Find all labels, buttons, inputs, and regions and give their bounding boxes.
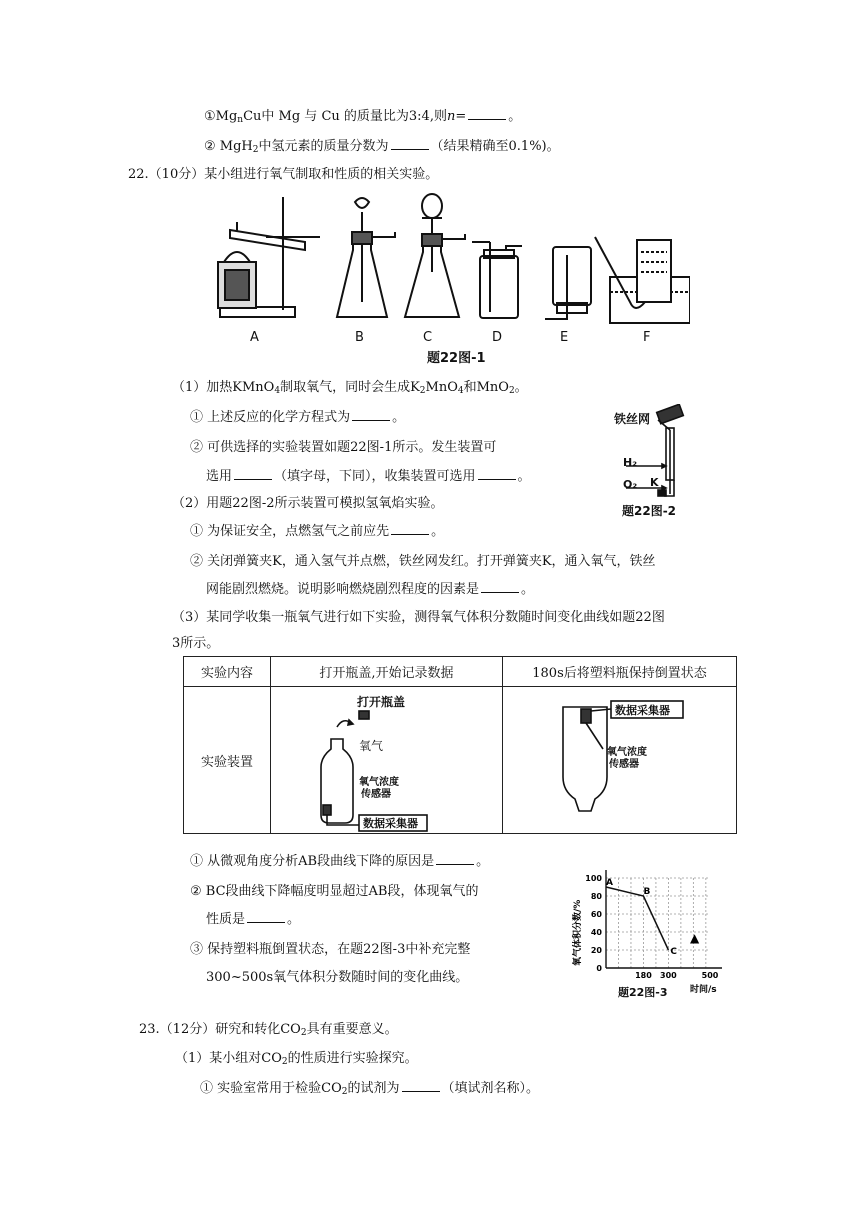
answer-blank[interactable]: [478, 467, 516, 480]
answer-blank[interactable]: [391, 137, 429, 150]
q22-3-item-2: ② BC段曲线下降幅度明显超过AB段，体现氧气的: [190, 884, 479, 899]
q22-2-item-2b: [206, 580, 534, 600]
text: 和MnO: [463, 380, 509, 395]
text: 中氢元素的质量分数为: [258, 139, 389, 154]
sensor-label-2: 传感器: [361, 789, 391, 800]
text: 制取氧气，同时会生成K: [280, 380, 420, 395]
q22-part-3b: 3所示。: [172, 636, 220, 651]
text: 选用: [206, 469, 233, 484]
figure-1-caption: 题22图-1: [427, 351, 486, 366]
text: MnO: [425, 380, 458, 395]
sub: 2: [419, 386, 426, 396]
q21-item-1: [204, 107, 521, 130]
text: （填字母，下同），收集装置可选用: [274, 469, 476, 484]
text: 性质是: [206, 912, 246, 927]
o2-label: O₂: [623, 478, 638, 491]
table-row-label: 实验装置: [184, 687, 271, 834]
y-tick-label: 40: [590, 928, 602, 937]
chart-axes: [606, 870, 722, 968]
table-header-inverted: 180s后将塑料瓶保持倒置状态: [503, 657, 737, 687]
label-a: A: [250, 330, 259, 345]
oxygen-chart: [570, 866, 730, 996]
apparatus-b: [337, 198, 395, 317]
open-cap-label: 打开瓶盖: [357, 695, 406, 709]
q23-1-item-1: [200, 1079, 539, 1102]
apparatus-a: [218, 197, 320, 317]
figure-3-caption: 题22图-3: [618, 986, 668, 999]
x-tick-label: 300: [660, 971, 677, 980]
q22-part-3: （3）某同学收集一瓶氧气进行如下实验，测得氧气体积分数随时间变化曲线如题22图: [172, 610, 665, 625]
triangle-marker: ▲: [690, 931, 700, 945]
q22-1-item-2b: [206, 467, 531, 487]
mesh-label: 铁丝网: [614, 412, 651, 426]
sub: 2: [281, 1057, 288, 1067]
q22-3-item-3b: 300~500s氧气体积分数随时间的变化曲线。: [206, 970, 469, 985]
inverted-bottle-cell: [503, 687, 737, 834]
text: 。: [476, 854, 490, 869]
sub: n: [237, 115, 244, 125]
text: ①Mg: [204, 109, 238, 124]
answer-blank[interactable]: [468, 107, 506, 120]
text: （1）加热KMnO: [172, 380, 275, 395]
q22-3-item-1: [190, 852, 489, 872]
sensor-label-1: 氧气浓度: [359, 777, 399, 788]
text: ① 上述反应的化学方程式为: [190, 410, 351, 425]
y-tick-label: 80: [590, 892, 602, 901]
text: ① 实验室常用于检验CO: [200, 1081, 342, 1096]
text: ① 为保证安全，点燃氢气之前应先: [190, 524, 390, 539]
text: =: [455, 109, 467, 124]
q22-1-item-1: [190, 408, 405, 428]
q22-1-item-2: ② 可供选择的实验装置如题22图-1所示。发生装置可: [190, 440, 497, 455]
answer-blank[interactable]: [481, 580, 519, 593]
sub: 4: [274, 386, 281, 396]
experiment-table: [183, 656, 737, 834]
label-b: B: [355, 330, 364, 345]
open-bottle-cell: [271, 687, 503, 834]
label-f: F: [643, 330, 651, 345]
q22-2-item-2: ② 关闭弹簧夹K，通入氢气并点燃，铁丝网发红。打开弹簧夹K，通入氧气，铁丝: [190, 554, 656, 569]
apparatus-figure: [210, 192, 690, 357]
point-label: C: [670, 947, 678, 957]
sub: 4: [457, 386, 464, 396]
apparatus-c: [405, 194, 465, 317]
apparatus-e: [545, 247, 591, 319]
text: （填试剂名称）。: [441, 1081, 540, 1096]
q22-3-item-2b: [206, 910, 300, 930]
series-line: [606, 887, 668, 950]
sensor-label-3: 氧气浓度: [607, 747, 647, 758]
var: n: [446, 109, 456, 124]
label-e: E: [560, 330, 569, 345]
text: 的性质进行实验探究。: [287, 1051, 418, 1066]
label-c: C: [423, 330, 433, 345]
q22-part-2: （2）用题22图-2所示装置可模拟氢氧焰实验。: [172, 496, 444, 511]
y-tick-label: 0: [596, 964, 602, 973]
answer-blank[interactable]: [247, 910, 285, 923]
text: （结果精确至0.1%)。: [430, 139, 560, 154]
text: 23.（12分）研究和转化CO: [139, 1022, 301, 1037]
text: ② MgH: [204, 139, 253, 154]
text: 。: [287, 912, 301, 927]
chart-y-label: 氧气体积分数/%: [573, 899, 583, 966]
sub: 2: [252, 145, 259, 155]
x-tick-label: 500: [701, 971, 719, 980]
q22-3-item-3: ③ 保持塑料瓶倒置状态，在题22图-3中补充完整: [190, 942, 471, 957]
apparatus-d: [472, 242, 522, 318]
y-tick-label: 60: [590, 910, 602, 919]
q22-2-item-1: [190, 522, 444, 542]
q21-item-2: [204, 137, 560, 160]
answer-blank[interactable]: [391, 522, 429, 535]
sensor-label-4: 传感器: [609, 759, 639, 770]
text: 。: [517, 469, 531, 484]
q22-header: 22.（10分）某小组进行氧气制取和性质的相关实验。: [128, 167, 439, 182]
collector-label-1: 数据采集器: [363, 817, 418, 830]
text: （1）某小组对CO: [175, 1051, 282, 1066]
text: ① 从微观角度分析AB段曲线下降的原因是: [190, 854, 435, 869]
sub: 2: [508, 386, 515, 396]
text: 。: [431, 524, 445, 539]
text: 。: [392, 410, 406, 425]
answer-blank[interactable]: [436, 852, 474, 865]
q23-part-1: [175, 1049, 418, 1072]
figure-2-caption: 题22图-2: [622, 504, 677, 518]
x-tick-label: 180: [635, 971, 652, 980]
oxygen-label: 氧气: [359, 739, 384, 753]
table-header-open: 打开瓶盖,开始记录数据: [271, 657, 503, 687]
y-tick-label: 20: [590, 946, 602, 955]
text: 。: [514, 380, 528, 395]
answer-blank[interactable]: [352, 408, 390, 421]
label-d: D: [492, 330, 503, 345]
apparatus-f: [595, 237, 690, 323]
text: 。: [508, 109, 522, 124]
k-label: K: [650, 476, 659, 489]
sub: 2: [300, 1028, 307, 1038]
answer-blank[interactable]: [402, 1079, 440, 1092]
point-label: A: [606, 878, 613, 888]
text: 。: [521, 582, 535, 597]
q23-header: [139, 1020, 398, 1043]
collector-label-2: 数据采集器: [615, 704, 670, 717]
h2-label: H₂: [623, 456, 638, 469]
y-tick-label: 100: [585, 874, 602, 883]
text: 网能剧烈燃烧。说明影响燃烧剧烈程度的因素是: [206, 582, 480, 597]
table-header-content: 实验内容: [184, 657, 271, 687]
text: 的试剂为: [347, 1081, 400, 1096]
answer-blank[interactable]: [234, 467, 272, 480]
sub: 2: [341, 1087, 348, 1097]
q22-part-1: [172, 378, 528, 401]
chart-x-label: 时间/s: [690, 985, 717, 995]
chart-series: [606, 887, 668, 950]
point-label: B: [643, 887, 651, 897]
text: 具有重要意义。: [306, 1022, 398, 1037]
text: Cu中 Mg 与 Cu 的质量比为3:4,则: [243, 109, 447, 124]
